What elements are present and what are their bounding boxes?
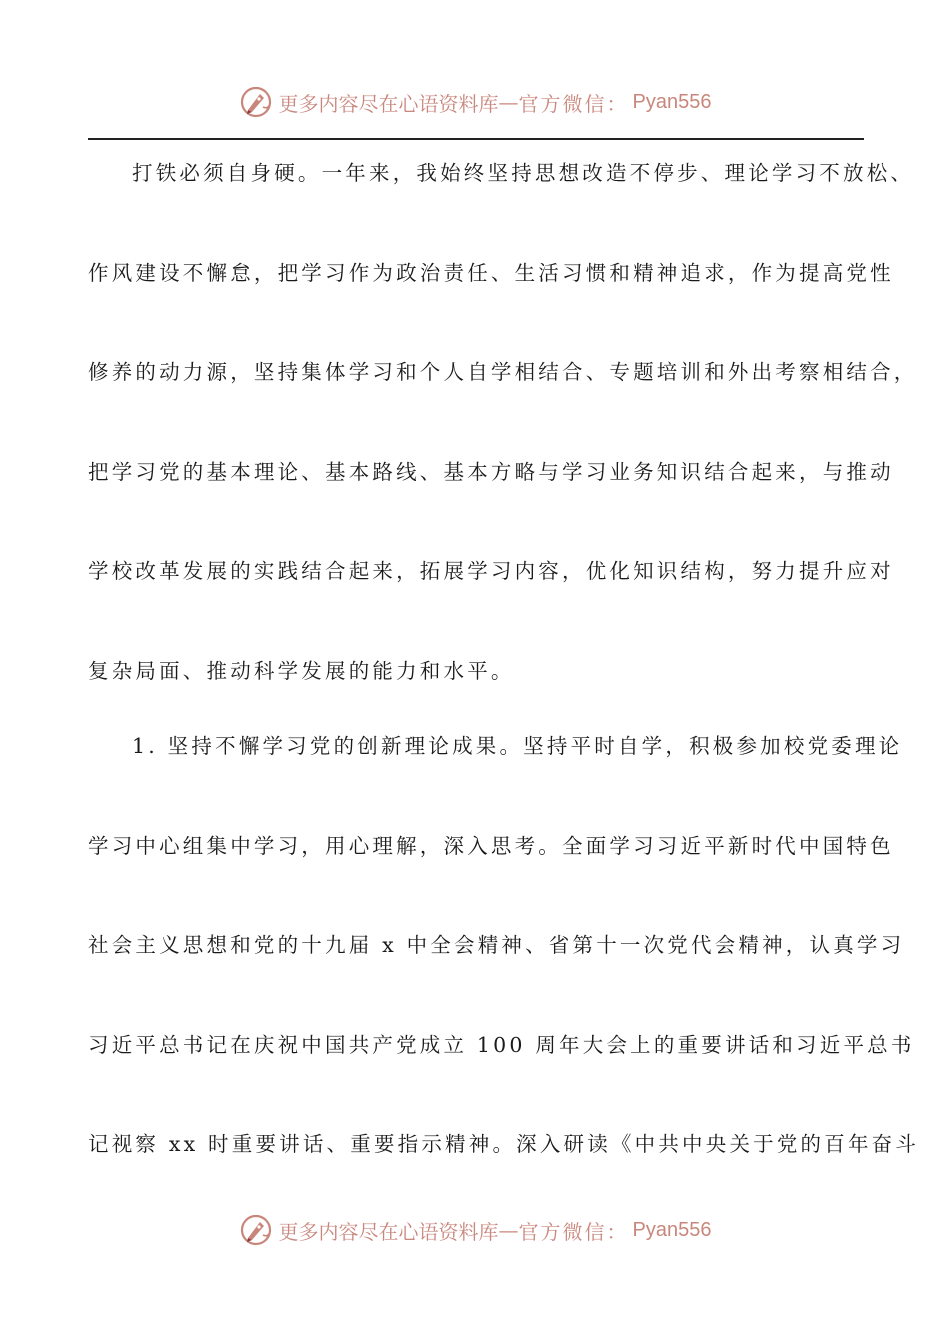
footer-wechat-id: Pyan556 (632, 1218, 712, 1241)
paragraph-line: 打铁必须自身硬。一年来，我始终坚持思想改造不停步、理论学习不放松、 (132, 161, 915, 185)
paragraph-line: 1. 坚持不懈学习党的创新理论成果。坚持平时自学，积极参加校党委理论 (132, 733, 903, 758)
footer-wechat-label: 官方微信： (518, 1219, 629, 1244)
footer-banner (0, 1210, 950, 1250)
paragraph-line: 学习中心组集中学习，用心理解，深入思考。全面学习习近平新时代中国特色 (88, 833, 894, 858)
footer-separator: — (498, 1218, 519, 1242)
paragraph-line: 记视察 xx 时重要讲话、重要指示精神。深入研读《中共中央关于党的百年奋斗 (88, 1132, 920, 1157)
header-wechat-label: 官方微信： (518, 91, 629, 116)
document-body (88, 150, 920, 1221)
header-site-text: 更多内容尽在心语资料库 (278, 91, 499, 116)
header-separator: — (498, 90, 519, 114)
paragraph-line: 把学习党的基本理论、基本路线、基本方略与学习业务知识结合起来，与推动 (88, 459, 894, 484)
paragraph-line: 作风建设不懈怠，把学习作为政治责任、生活习惯和精神追求，作为提高党性 (88, 260, 894, 285)
paragraph-line: 复杂局面、推动科学发展的能力和水平。 (88, 658, 515, 683)
header-banner (0, 82, 950, 122)
paragraph-line: 社会主义思想和党的十九届 x 中全会精神、省第十一次党代会精神，认真学习 (88, 933, 905, 958)
paragraph-line: 习近平总书记在庆祝中国共产党成立 100 周年大会上的重要讲话和习近平总书 (88, 1032, 915, 1057)
paragraph-line: 学校改革发展的实践结合起来，拓展学习内容，优化知识结构，努力提升应对 (88, 559, 894, 584)
header-wechat-id: Pyan556 (632, 90, 712, 113)
header-divider (88, 138, 864, 140)
pen-nib-icon (239, 1213, 273, 1247)
paragraph-line: 修养的动力源，坚持集体学习和个人自学相结合、专题培训和外出考察相结合， (88, 360, 918, 385)
footer-site-text: 更多内容尽在心语资料库 (278, 1219, 499, 1244)
pen-nib-icon (239, 85, 273, 119)
